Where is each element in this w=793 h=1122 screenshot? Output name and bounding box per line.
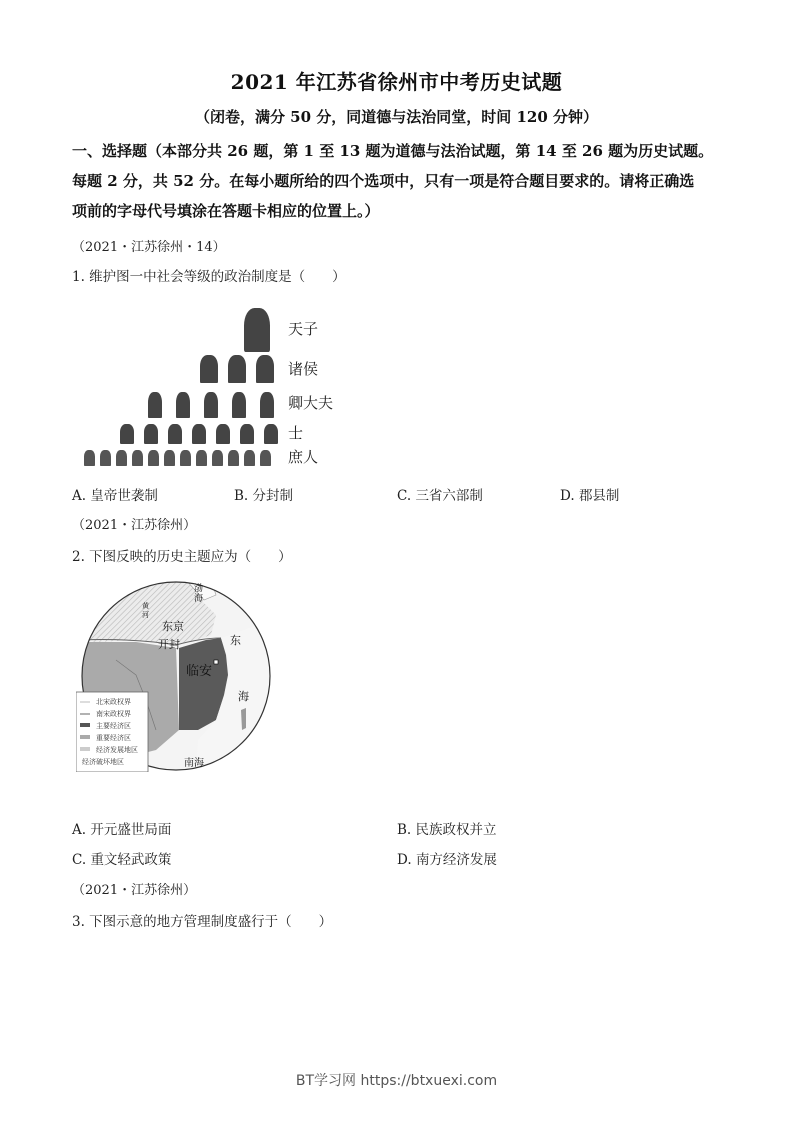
figure-person-icon (100, 450, 111, 466)
question-source: （2021・江苏徐州） (72, 883, 197, 898)
section-heading-line: 每题 2 分，共 52 分。在每小题所给的四个选项中，只有一项是符合题目要求的。请将正确选 (72, 172, 695, 190)
pyramid-label-shi: 士 (288, 424, 304, 442)
legend-item: 重要经济区 (96, 734, 131, 742)
legend-item: 主要经济区 (96, 722, 131, 730)
figure-person-icon (196, 450, 207, 466)
figure-person-icon (132, 450, 143, 466)
option-key: D. (397, 852, 412, 868)
figure-person-icon (144, 424, 158, 444)
question-stem: 3. 下图示意的地方管理制度盛行于（ ） (72, 914, 333, 930)
figure-person-icon (176, 392, 190, 418)
option-a[interactable] (72, 484, 158, 504)
section-heading (72, 136, 732, 226)
option-text: 民族政权并立 (415, 822, 497, 838)
figure-person-icon (148, 450, 159, 466)
pyramid-label-tianzi: 天子 (288, 320, 319, 338)
figure-person-icon (200, 355, 218, 383)
map-label-nanhai: 南海 (184, 758, 204, 769)
map-label-dongjing: 东京 (162, 620, 184, 633)
figure-person-icon (120, 424, 134, 444)
figure-person-icon (260, 392, 274, 418)
legend-item: 经济破坏地区 (82, 758, 124, 766)
map-label-dong: 东 (230, 634, 241, 647)
option-text: 皇帝世袭制 (90, 488, 158, 504)
figure-person-icon (216, 424, 230, 444)
question-stem: 1. 维护图一中社会等级的政治制度是（ ） (72, 269, 346, 285)
option-text: 重文轻武政策 (90, 852, 172, 868)
figure-person-icon (212, 450, 223, 466)
option-key: B. (234, 488, 249, 504)
map-label-huanghe: 黄河 (142, 602, 149, 619)
map-label-hai: 海 (238, 690, 249, 703)
option-a[interactable] (72, 818, 171, 838)
figure-person-icon (148, 392, 162, 418)
option-key: A. (72, 488, 87, 504)
figure-person-icon (228, 355, 246, 383)
option-c[interactable] (397, 484, 483, 504)
figure-person-icon (164, 450, 175, 466)
question-stem: 2. 下图反映的历史主题应为（ ） (72, 549, 292, 565)
option-text: 三省六部制 (415, 488, 483, 504)
question-source: （2021・江苏徐州・14） (72, 240, 226, 255)
option-key: D. (560, 488, 575, 504)
document-subtitle: （闭卷，满分 50 分，同道德与法治同堂，时间 120 分钟） (194, 108, 599, 126)
option-b[interactable] (397, 818, 497, 838)
option-key: C. (72, 852, 87, 868)
option-d[interactable] (397, 848, 497, 868)
option-key: A. (72, 822, 87, 838)
section-heading-line: 项前的字母代号填涂在答题卡相应的位置上。） (72, 202, 380, 220)
legend-item: 南宋政权界 (96, 710, 131, 718)
figure-person-icon (244, 450, 255, 466)
figure-person-icon (244, 308, 270, 352)
pyramid-label-shuren: 庶人 (288, 448, 319, 466)
figure-person-icon (232, 392, 246, 418)
figure-person-icon (228, 450, 239, 466)
option-b[interactable] (234, 484, 293, 504)
song-economy-map-figure (76, 580, 272, 772)
option-key: B. (397, 822, 412, 838)
question-source: （2021・江苏徐州） (72, 518, 197, 533)
map-legend (82, 696, 138, 768)
document-title: 2021 年江苏省徐州市中考历史试题 (230, 70, 563, 94)
legend-item: 北宋政权界 (96, 698, 131, 706)
pyramid-label-qingdafu: 卿大夫 (288, 394, 334, 412)
figure-person-icon (260, 450, 271, 466)
section-heading-line: 一、选择题（本部分共 26 题，第 1 至 13 题为道德与法治试题，第 14 至 26 题为历史试题。 (72, 142, 714, 160)
option-text: 分封制 (252, 488, 294, 504)
social-pyramid-figure (78, 300, 368, 470)
figure-person-icon (180, 450, 191, 466)
figure-person-icon (192, 424, 206, 444)
map-label-kaifeng: 开封 (158, 638, 180, 651)
option-c[interactable] (72, 848, 171, 868)
map-label-linan: 临安 (186, 664, 213, 679)
figure-person-icon (116, 450, 127, 466)
pyramid-label-zhuhou: 诸侯 (288, 360, 319, 378)
option-text: 郡县制 (578, 488, 620, 504)
footer-watermark: BT学习网 https://btxuexi.com (295, 1073, 498, 1089)
figure-person-icon (264, 424, 278, 444)
figure-person-icon (168, 424, 182, 444)
figure-person-icon (84, 450, 95, 466)
figure-person-icon (256, 355, 274, 383)
map-label-bohai: 渤海 (194, 584, 204, 604)
figure-person-icon (204, 392, 218, 418)
option-d[interactable] (560, 484, 619, 504)
figure-person-icon (240, 424, 254, 444)
option-key: C. (397, 488, 412, 504)
option-text: 南方经济发展 (415, 852, 497, 868)
option-text: 开元盛世局面 (90, 822, 172, 838)
legend-item: 经济发展地区 (96, 746, 138, 754)
